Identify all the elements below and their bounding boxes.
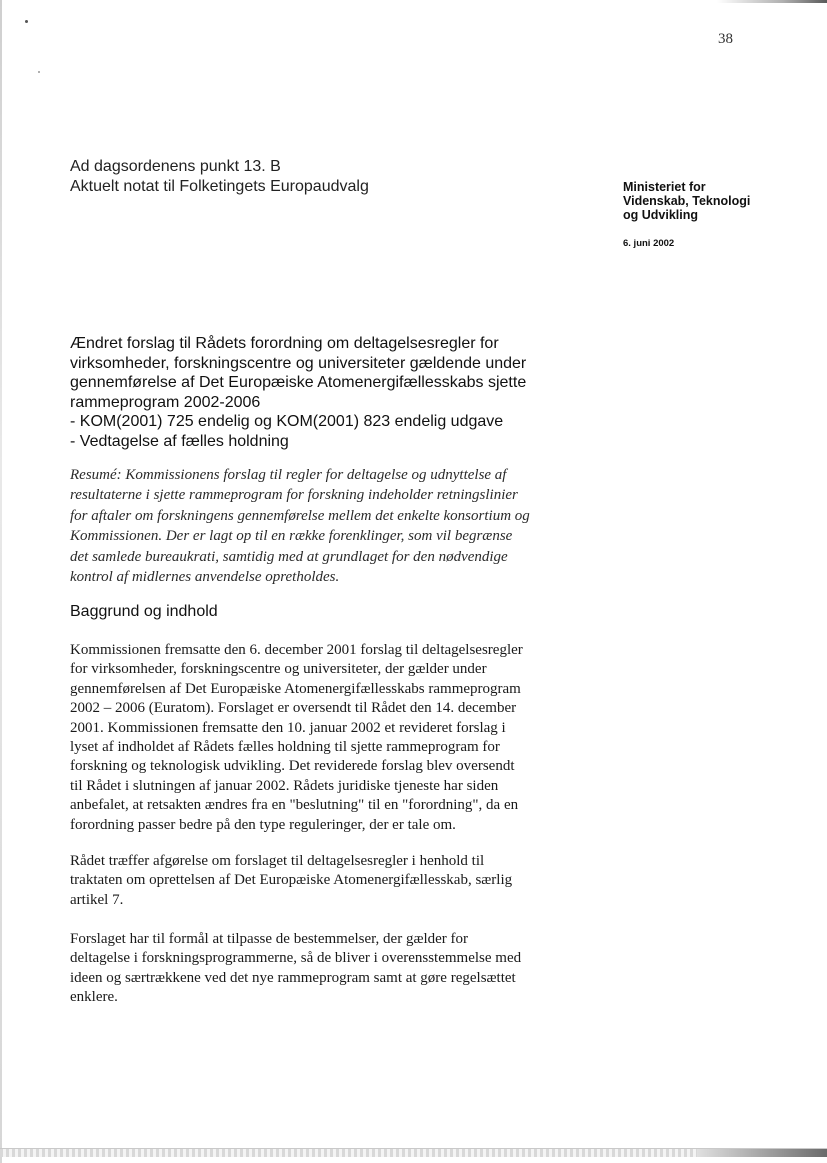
paragraph-line: forordning passer bedre på den type reguleringer, der er tale om. <box>70 816 456 833</box>
body-paragraph <box>70 641 590 835</box>
summary-line: Resumé: Kommissionens forslag til regler for deltagelse og udnyttelse af <box>70 467 507 483</box>
scan-speck <box>25 20 28 23</box>
section-heading: Baggrund og indhold <box>70 603 218 620</box>
proposal-title <box>70 334 590 452</box>
title-line: gennemførelse af Det Europæiske Atomenergifællesskabs sjette <box>70 374 527 392</box>
document-header <box>70 157 369 197</box>
summary-line: Kommissionen. Der er lagt op til en række forenklinger, som vil begrænse <box>70 528 513 545</box>
summary <box>70 465 600 587</box>
title-line: - Vedtagelse af fælles holdning <box>70 432 289 450</box>
scan-speck <box>38 71 40 73</box>
ministry-name <box>623 180 783 222</box>
page-number: 38 <box>718 31 733 47</box>
ministry-line: og Udvikling <box>623 208 698 222</box>
paragraph-line: ideen og særtrækkene ved det nye rammeprogram samt at gøre regelsættet <box>70 969 516 986</box>
summary-line: kontrol af midlernes anvendelse opretholdes. <box>70 569 340 586</box>
title-line: rammeprogram 2002-2006 <box>70 393 261 411</box>
ministry-line: Videnskab, Teknologi <box>623 194 751 208</box>
notice-line: Aktuelt notat til Folketingets Europaudvalg <box>70 178 369 195</box>
paragraph-line: traktaten om oprettelsen af Det Europæiske Atomenergifællesskab, særlig <box>70 872 513 889</box>
paragraph-line: Rådet træffer afgørelse om forslaget til deltagelsesregler i henhold til <box>70 853 485 869</box>
summary-line: det samlede bureaukrati, samtidig med at grundlaget for den nødvendige <box>70 548 508 565</box>
paragraph-line: for virksomheder, forskningscentre og universiteter, der gælder under <box>70 661 487 678</box>
scan-top-mark <box>717 0 827 3</box>
summary-line: for aftaler om forskningens gennemførelse mellem det enkelte konsortium og <box>70 507 530 524</box>
title-line: Ændret forslag til Rådets forordning om deltagelsesregler for <box>70 335 499 352</box>
paragraph-line: deltagelse i forskningsprogrammerne, så de bliver i overensstemmelse med <box>70 950 522 967</box>
scan-left-edge <box>0 0 2 1163</box>
agenda-line: Ad dagsordenens punkt 13. B <box>70 158 281 175</box>
paragraph-line: Forslaget har til formål at tilpasse de bestemmelser, der gælder for <box>70 931 469 947</box>
scan-bottom-strip <box>0 1148 827 1157</box>
title-line: virksomheder, forskningscentre og universiteter gældende under <box>70 354 527 372</box>
paragraph-line: lyset af indholdet af Rådets fælles holdning til sjette rammeprogram for <box>70 739 500 756</box>
paragraph-line: til Rådet i slutningen af januar 2002. Rådets juridiske tjeneste har siden <box>70 777 499 794</box>
document-date: 6. juni 2002 <box>623 238 675 249</box>
paragraph-line: 2001. Kommissionen fremsatte den 10. januar 2002 et revideret forslag i <box>70 719 506 736</box>
title-line: - KOM(2001) 725 endelig og KOM(2001) 823 endelig udgave <box>70 413 504 431</box>
scan-bottom-dark-end <box>697 1149 827 1157</box>
summary-line: resultaterne i sjette rammeprogram for forskning indeholder retningslinier <box>70 487 518 504</box>
paragraph-line: Kommissionen fremsatte den 6. december 2001 forslag til deltagelsesregler <box>70 642 523 658</box>
paragraph-line: enklere. <box>70 989 118 1006</box>
paragraph-line: 2002 – 2006 (Euratom). Forslaget er oversendt til Rådet den 14. december <box>70 700 517 717</box>
body-paragraph <box>70 930 590 1008</box>
ministry-line: Ministeriet for <box>623 180 706 194</box>
paragraph-line: forskning og teknologisk udvikling. Det reviderede forslag blev oversendt <box>70 758 515 775</box>
paragraph-line: artikel 7. <box>70 891 124 908</box>
body-paragraph <box>70 852 590 910</box>
paragraph-line: anbefalet, at retsakten ændres fra en "beslutning" til en "forordning", da en <box>70 797 519 814</box>
paragraph-line: gennemførelsen af Det Europæiske Atomenergifællesskabs rammeprogram <box>70 680 521 697</box>
